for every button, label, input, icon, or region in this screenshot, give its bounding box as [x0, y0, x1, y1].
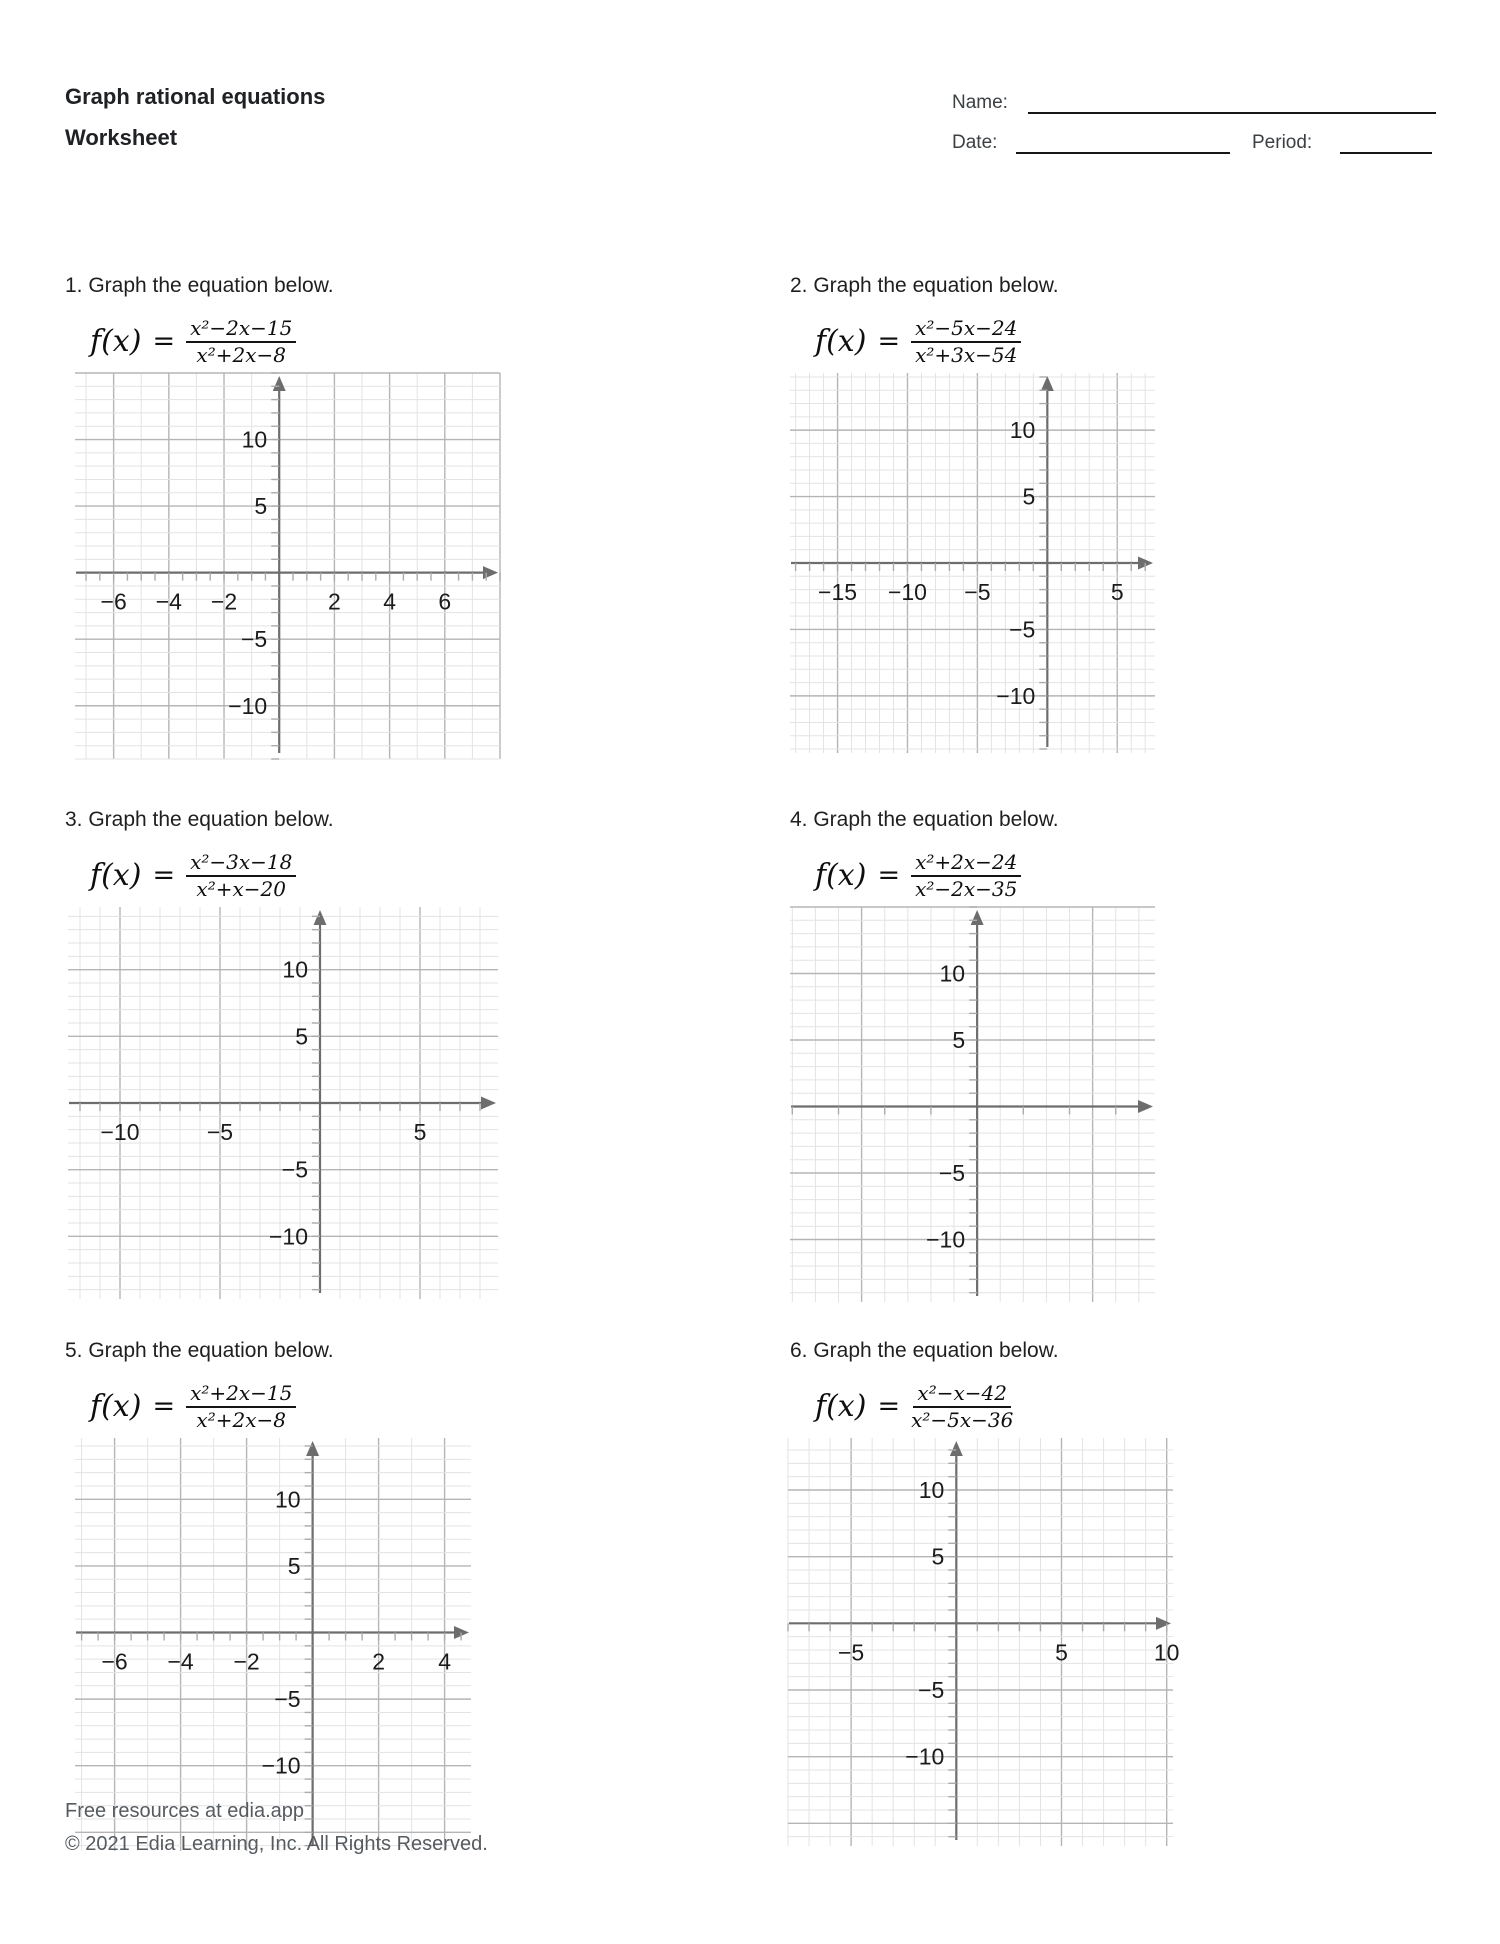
coordinate-grid-4 [790, 907, 1155, 1302]
problem-2-heading: 2. Graph the equation below. [790, 274, 1059, 297]
fraction-numerator: x²+2x−15 [186, 1382, 296, 1407]
fraction-numerator: x²−2x−15 [186, 317, 296, 342]
period-blank-line [1340, 132, 1432, 154]
svg-text:4: 4 [438, 1648, 451, 1675]
svg-text:−5: −5 [918, 1677, 945, 1703]
svg-text:5: 5 [1022, 483, 1036, 510]
svg-text:10: 10 [275, 1486, 301, 1513]
name-blank-line [1028, 92, 1436, 114]
function-name: f(x) [90, 324, 142, 359]
equals-sign: = [877, 860, 901, 891]
equals-sign: = [152, 326, 176, 357]
svg-text:6: 6 [438, 588, 452, 615]
svg-text:−5: −5 [281, 1156, 308, 1183]
svg-text:−6: −6 [101, 1648, 128, 1675]
fraction [186, 1382, 296, 1431]
fraction-denominator: x²−2x−35 [915, 876, 1018, 901]
svg-text:2: 2 [328, 588, 341, 615]
svg-text:−10: −10 [228, 692, 268, 719]
coordinate-grid-3 [68, 907, 498, 1299]
svg-text:5: 5 [413, 1119, 427, 1145]
svg-text:10: 10 [918, 1477, 945, 1503]
coordinate-grid-2 [790, 373, 1155, 753]
svg-text:−5: −5 [837, 1639, 865, 1666]
problem-3-equation [90, 847, 498, 904]
equals-sign: = [877, 326, 901, 357]
svg-text:5: 5 [1055, 1639, 1068, 1666]
coordinate-grid-1 [75, 373, 500, 759]
worksheet-title [65, 76, 325, 158]
coordinate-grid-5 [75, 1438, 471, 1851]
svg-text:5: 5 [287, 1552, 301, 1579]
svg-text:−5: −5 [274, 1686, 301, 1713]
fraction-numerator: x²+2x−24 [911, 851, 1021, 876]
svg-text:10: 10 [1009, 417, 1036, 444]
svg-text:−2: −2 [210, 588, 238, 615]
footer-resources: Free resources at edia.app [65, 1800, 305, 1822]
svg-text:4: 4 [383, 588, 397, 615]
problem-3-heading: 3. Graph the equation below. [65, 808, 334, 831]
svg-text:5: 5 [952, 1026, 966, 1053]
problem-6-equation [815, 1378, 1173, 1435]
fraction [911, 851, 1021, 900]
svg-text:−5: −5 [938, 1159, 966, 1186]
svg-text:−15: −15 [818, 579, 858, 605]
problem-4-heading: 4. Graph the equation below. [790, 808, 1059, 831]
problem-1-heading: 1. Graph the equation below. [65, 274, 334, 297]
svg-text:10: 10 [1153, 1639, 1180, 1666]
fraction [911, 317, 1021, 366]
fraction-denominator: x²+2x−8 [196, 342, 286, 367]
period-label: Period: [1252, 132, 1313, 153]
svg-text:5: 5 [931, 1543, 945, 1570]
svg-text:10: 10 [241, 426, 268, 453]
svg-text:−10: −10 [926, 1226, 966, 1253]
svg-text:5: 5 [295, 1023, 308, 1050]
svg-text:−5: −5 [1009, 616, 1036, 643]
date-label: Date: [952, 132, 998, 153]
function-name: f(x) [90, 858, 142, 893]
svg-text:10: 10 [939, 960, 966, 987]
svg-text:−10: −10 [268, 1223, 308, 1250]
fraction-denominator: x²−5x−36 [911, 1407, 1014, 1432]
footer-copyright: © 2021 Edia Learning, Inc. All Rights Reserved. [65, 1833, 488, 1855]
svg-text:5: 5 [1110, 579, 1124, 605]
svg-text:5: 5 [254, 493, 268, 520]
svg-text:−4: −4 [167, 1648, 194, 1675]
function-name: f(x) [815, 1389, 867, 1424]
svg-text:−10: −10 [905, 1743, 945, 1770]
problem-5-block [65, 1337, 471, 1851]
svg-text:2: 2 [372, 1648, 385, 1675]
fraction [911, 1382, 1013, 1431]
svg-text:10: 10 [282, 956, 308, 983]
problem-2-block [790, 272, 1155, 753]
name-label: Name: [952, 92, 1008, 113]
worksheet-title-line2: Worksheet [65, 125, 178, 150]
fraction-numerator: x²−3x−18 [186, 851, 296, 876]
equals-sign: = [152, 860, 176, 891]
fraction-numerator: x²−5x−24 [911, 317, 1021, 342]
function-name: f(x) [815, 858, 867, 893]
svg-text:−5: −5 [964, 579, 991, 605]
fraction-numerator: x²−x−42 [913, 1382, 1011, 1407]
equals-sign: = [877, 1391, 901, 1422]
svg-text:−10: −10 [996, 682, 1036, 709]
problem-4-block [790, 806, 1155, 1302]
fraction [186, 317, 296, 366]
equals-sign: = [152, 1391, 176, 1422]
function-name: f(x) [90, 1389, 142, 1424]
svg-text:−10: −10 [100, 1119, 140, 1145]
svg-text:−5: −5 [206, 1119, 234, 1145]
svg-text:−4: −4 [155, 588, 182, 615]
coordinate-grid-6 [788, 1438, 1180, 1846]
problem-3-block [65, 806, 498, 1299]
problem-6-block [790, 1337, 1180, 1846]
worksheet-title-line1: Graph rational equations [65, 84, 326, 109]
svg-text:−2: −2 [233, 1648, 260, 1675]
fraction-denominator: x²+x−20 [196, 876, 286, 901]
fraction [186, 851, 296, 900]
function-name: f(x) [815, 324, 867, 359]
date-blank-line [1016, 132, 1230, 154]
svg-text:−5: −5 [240, 626, 268, 653]
problem-5-heading: 5. Graph the equation below. [65, 1339, 334, 1362]
fraction-denominator: x²+3x−54 [915, 342, 1018, 367]
problem-1-equation [90, 313, 500, 370]
fraction-denominator: x²+2x−8 [196, 1407, 286, 1432]
svg-text:−6: −6 [100, 588, 127, 615]
problem-1-block [65, 272, 500, 759]
svg-text:−10: −10 [261, 1752, 301, 1779]
problem-4-equation [815, 847, 1155, 904]
svg-text:−10: −10 [887, 579, 927, 605]
problem-2-equation [815, 313, 1155, 370]
problem-6-heading: 6. Graph the equation below. [790, 1339, 1059, 1362]
problem-5-equation [90, 1378, 471, 1435]
